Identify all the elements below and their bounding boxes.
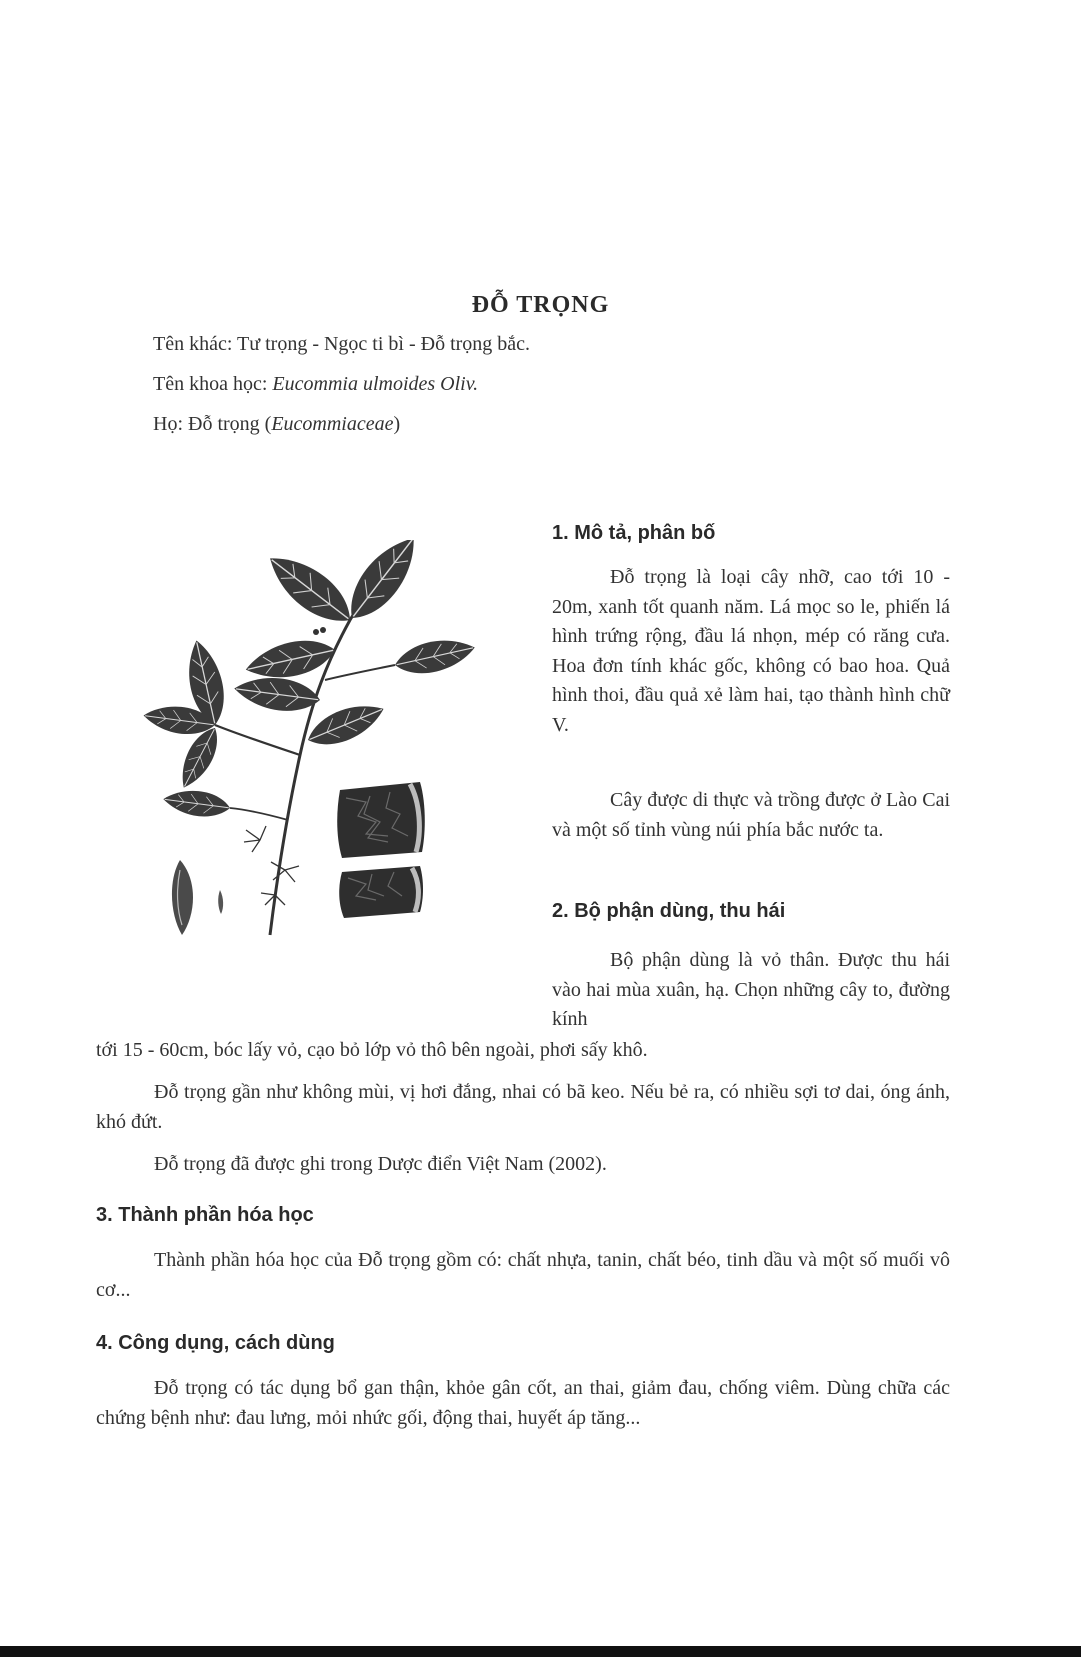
family-close: ) bbox=[393, 413, 401, 435]
section-1-paragraph-1-text: Đỗ trọng là loại cây nhỡ, cao tới 10 - 20m, xanh tốt quanh năm. Lá mọc so le, phiến lá hình trứng rộng, đầu lá nhọn, mép có răng cưa. Hoa đơn tính khác gốc, không có bao hoa. Quả hình thoi, đầu quả xẻ làm hai, tạo thành hình chữ V. bbox=[552, 566, 950, 736]
section-3-paragraph-1-text: Thành phần hóa học của Đỗ trọng gồm có: chất nhựa, tanin, chất béo, tinh dầu và một số muối vô cơ... bbox=[96, 1249, 950, 1301]
scientific-name: Eucommia ulmoides Oliv. bbox=[272, 373, 479, 395]
section-2-heading: 2. Bộ phận dùng, thu hái bbox=[552, 900, 786, 922]
section-1-heading: 1. Mô tả, phân bố bbox=[552, 522, 716, 544]
section-2-paragraph-2 bbox=[96, 1078, 950, 1137]
section-2-paragraph-1-column bbox=[552, 946, 950, 1035]
section-1-paragraph-1 bbox=[552, 563, 950, 741]
section-2-paragraph-1-column-text: Bộ phận dùng là vỏ thân. Được thu hái vào hai mùa xuân, hạ. Chọn những cây to, đường kính bbox=[552, 949, 950, 1031]
scientific-name-line bbox=[153, 373, 478, 396]
section-3-heading: 3. Thành phần hóa học bbox=[96, 1204, 314, 1226]
other-names: Tên khác: Tư trọng - Ngọc ti bì - Đỗ trọng bắc. bbox=[153, 333, 531, 355]
scan-edge-bar bbox=[0, 1646, 1081, 1657]
section-3-paragraph-1 bbox=[96, 1246, 950, 1305]
family-scientific-name: Eucommiaceae bbox=[271, 413, 394, 435]
section-4-paragraph-1 bbox=[96, 1374, 950, 1433]
page-title: ĐỖ TRỌNG bbox=[471, 292, 610, 318]
section-2-paragraph-3-text: Đỗ trọng đã được ghi trong Dược điển Việt Nam (2002). bbox=[154, 1153, 607, 1175]
section-4-paragraph-1-text: Đỗ trọng có tác dụng bổ gan thận, khỏe gân cốt, an thai, giảm đau, chống viêm. Dùng chữa các chứng bệnh như: đau lưng, mỏi nhức gối, động thai, huyết áp tăng... bbox=[96, 1377, 950, 1429]
family-line bbox=[153, 413, 400, 436]
section-1-paragraph-2 bbox=[552, 786, 950, 845]
scientific-name-label: Tên khoa học: bbox=[153, 373, 273, 395]
section-4-heading: 4. Công dụng, cách dùng bbox=[96, 1332, 335, 1354]
section-1-paragraph-2-text: Cây được di thực và trồng được ở Lào Cai và một số tỉnh vùng núi phía bắc nước ta. bbox=[552, 789, 950, 841]
section-2-paragraph-3 bbox=[96, 1150, 950, 1180]
eucommia-branch-illustration bbox=[120, 540, 560, 970]
family-label: Họ: Đỗ trọng ( bbox=[153, 413, 272, 435]
section-2-paragraph-2-text: Đỗ trọng gần như không mùi, vị hơi đắng, nhai có bã keo. Nếu bẻ ra, có nhiều sợi tơ dai, óng ánh, khó đứt. bbox=[96, 1081, 950, 1133]
section-2-paragraph-1-continuation: tới 15 - 60cm, bóc lấy vỏ, cạo bỏ lớp vỏ thô bên ngoài, phơi sấy khô. bbox=[96, 1039, 648, 1061]
